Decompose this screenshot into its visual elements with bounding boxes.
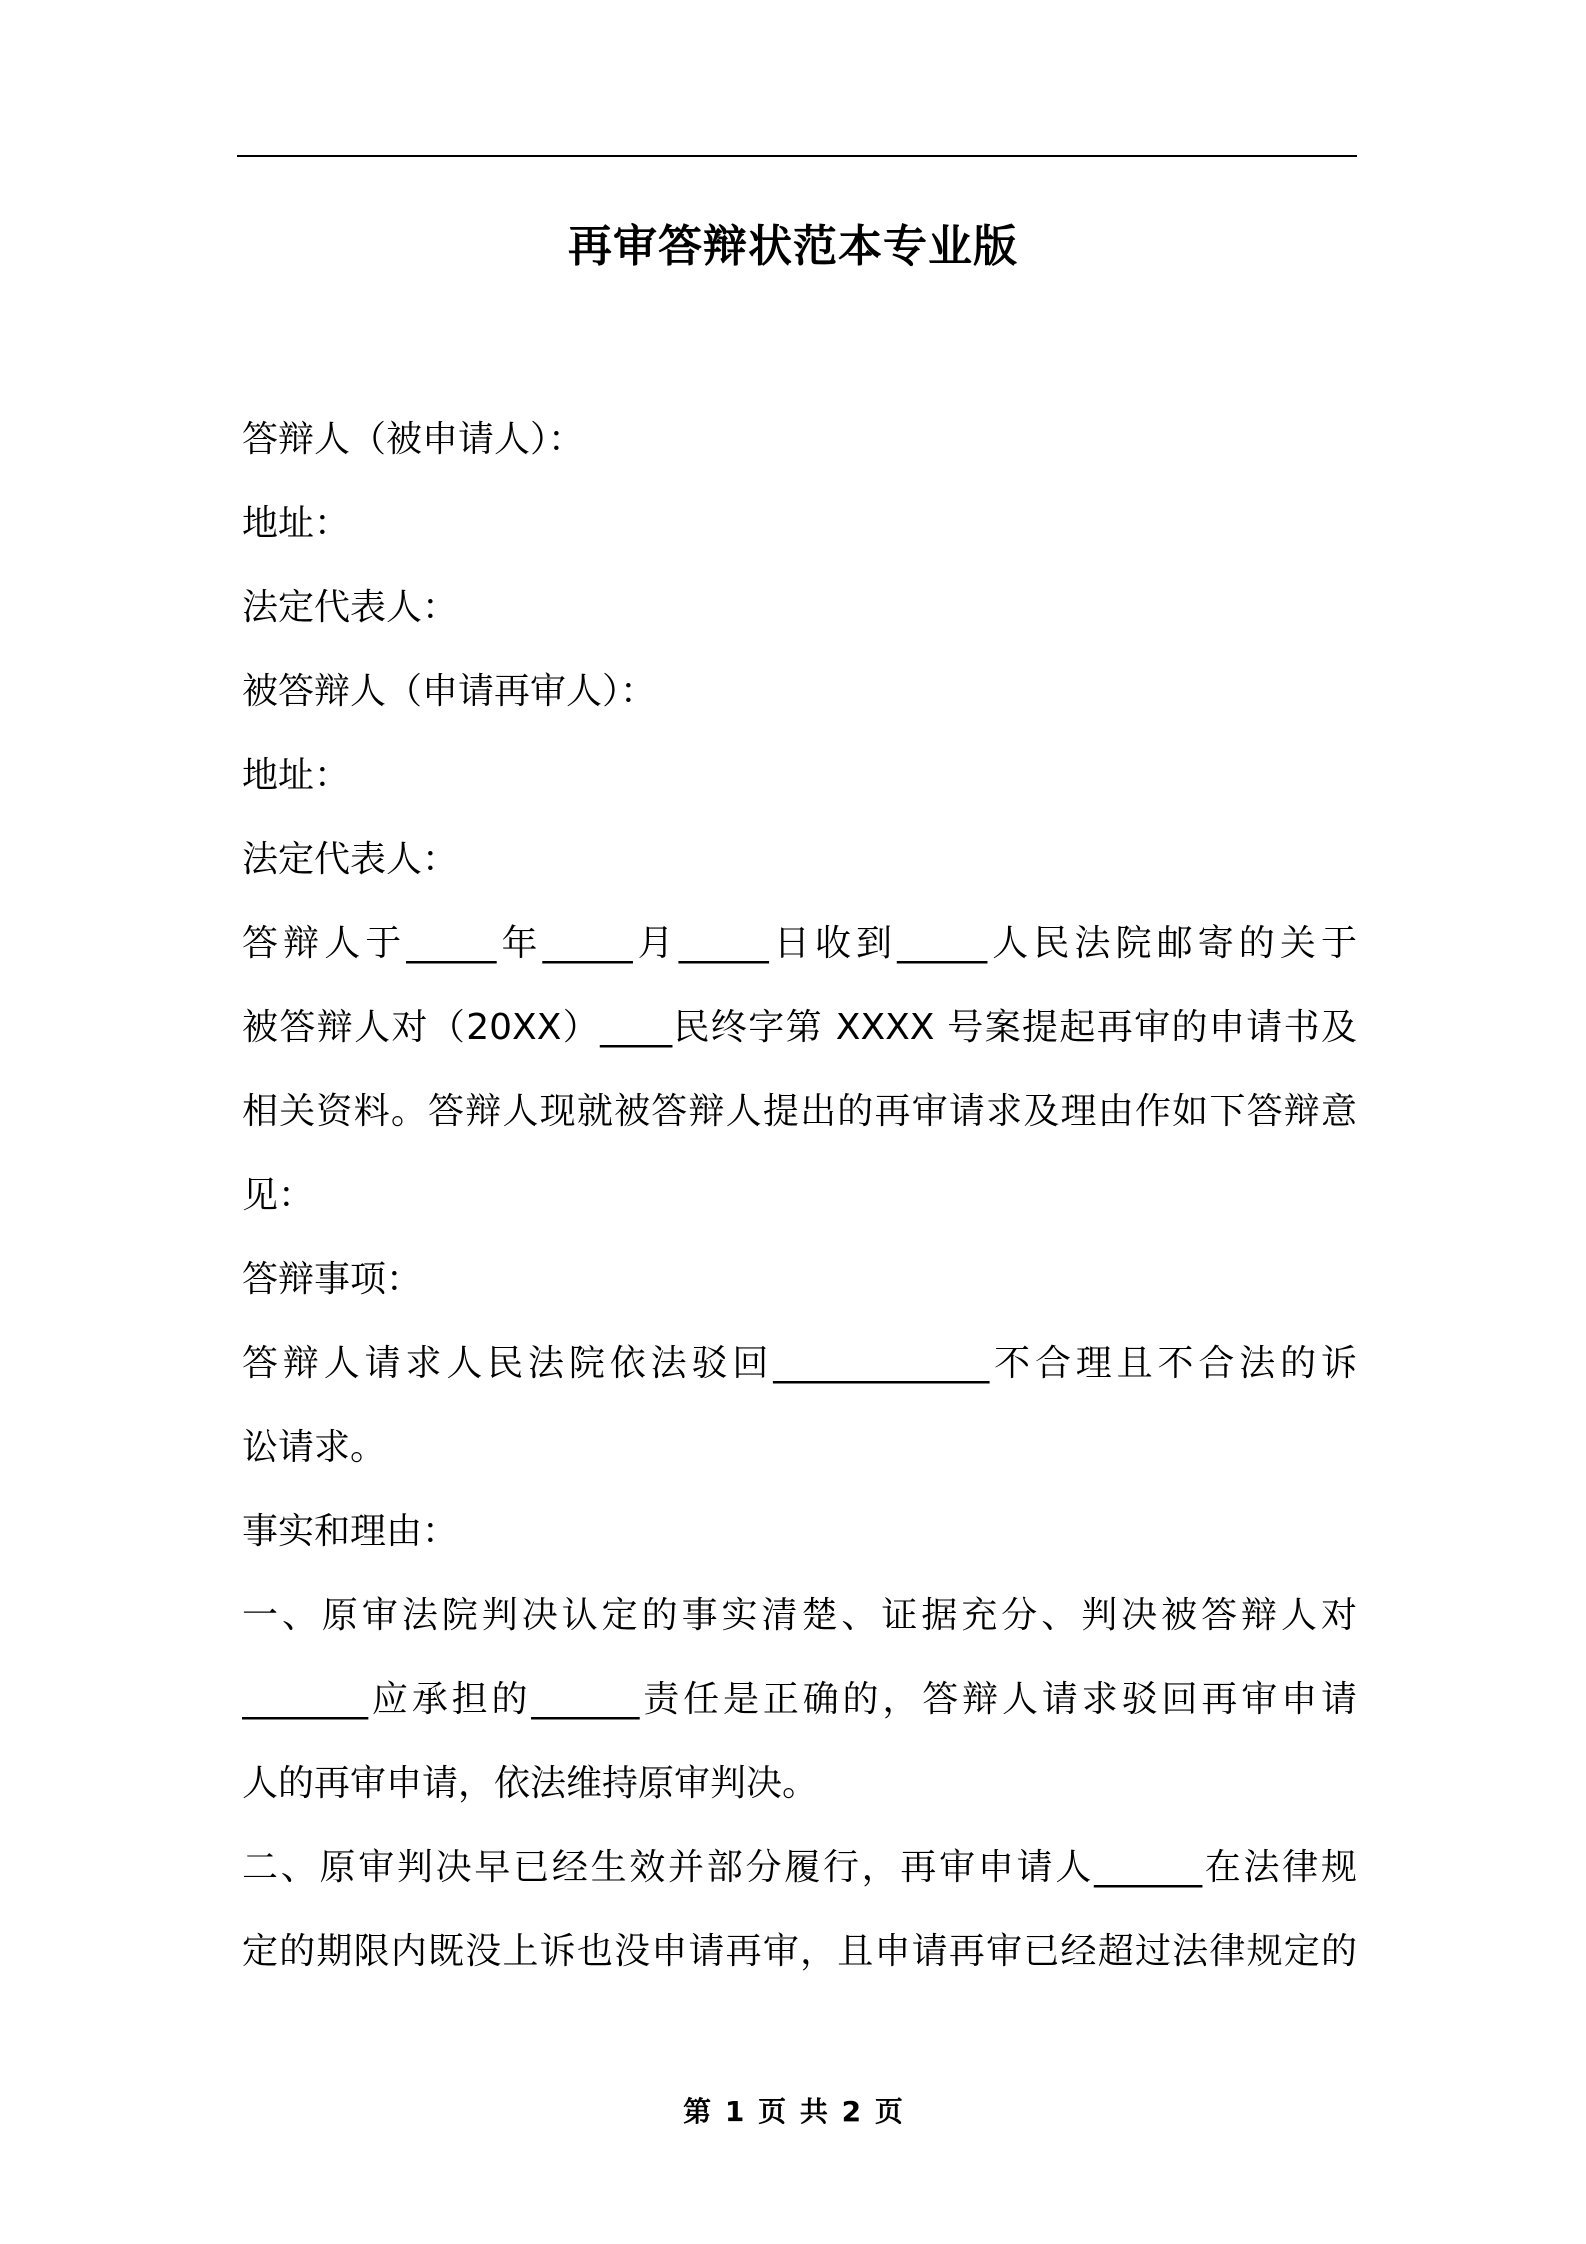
applicant-line: 被答辩人（申请再审人）： xyxy=(242,671,657,712)
page-footer: 第 1 页 共 2 页 xyxy=(683,2095,903,2128)
defense-request-line-2: 讼请求。 xyxy=(242,1427,387,1468)
applicant-legal-rep-line: 法定代表人： xyxy=(242,839,459,880)
reason-two-line-2: 定的期限内既没上诉也没申请再审，且申请再审已经超过法律规定的 xyxy=(242,1931,1357,1972)
intro-paragraph-line-1: 答辩人于_____年_____月_____日收到_____人民法院邮寄的关于 xyxy=(242,923,1357,964)
respondent-address-line: 地址： xyxy=(242,503,351,544)
reason-two-line-1: 二、原审判决早已经生效并部分履行，再审申请人______在法律规 xyxy=(242,1847,1357,1888)
document-body xyxy=(242,398,1357,1994)
reason-one-line-1: 一、原审法院判决认定的事实清楚、证据充分、判决被答辩人对 xyxy=(242,1595,1357,1636)
facts-and-reasons-heading: 事实和理由： xyxy=(242,1511,459,1552)
intro-paragraph-line-3: 相关资料。答辩人现就被答辩人提出的再审请求及理由作如下答辩意 xyxy=(242,1091,1357,1132)
defense-items-heading: 答辩事项： xyxy=(242,1259,423,1300)
respondent-line: 答辩人（被申请人）： xyxy=(242,419,585,460)
applicant-address-line: 地址： xyxy=(242,755,351,796)
header-rule xyxy=(237,155,1357,157)
reason-one-line-2: _______应承担的______责任是正确的，答辩人请求驳回再审申请 xyxy=(242,1679,1357,1720)
intro-paragraph-line-2: 被答辩人对（20XX）____民终字第 XXXX 号案提起再审的申请书及 xyxy=(242,1007,1357,1048)
intro-paragraph-line-4: 见： xyxy=(242,1175,315,1216)
document-title: 再审答辩状范本专业版 xyxy=(568,221,1018,272)
respondent-legal-rep-line: 法定代表人： xyxy=(242,587,459,628)
reason-one-line-3: 人的再审申请，依法维持原审判决。 xyxy=(242,1763,819,1804)
defense-request-line-1: 答辩人请求人民法院依法驳回____________不合理且不合法的诉 xyxy=(242,1343,1357,1384)
